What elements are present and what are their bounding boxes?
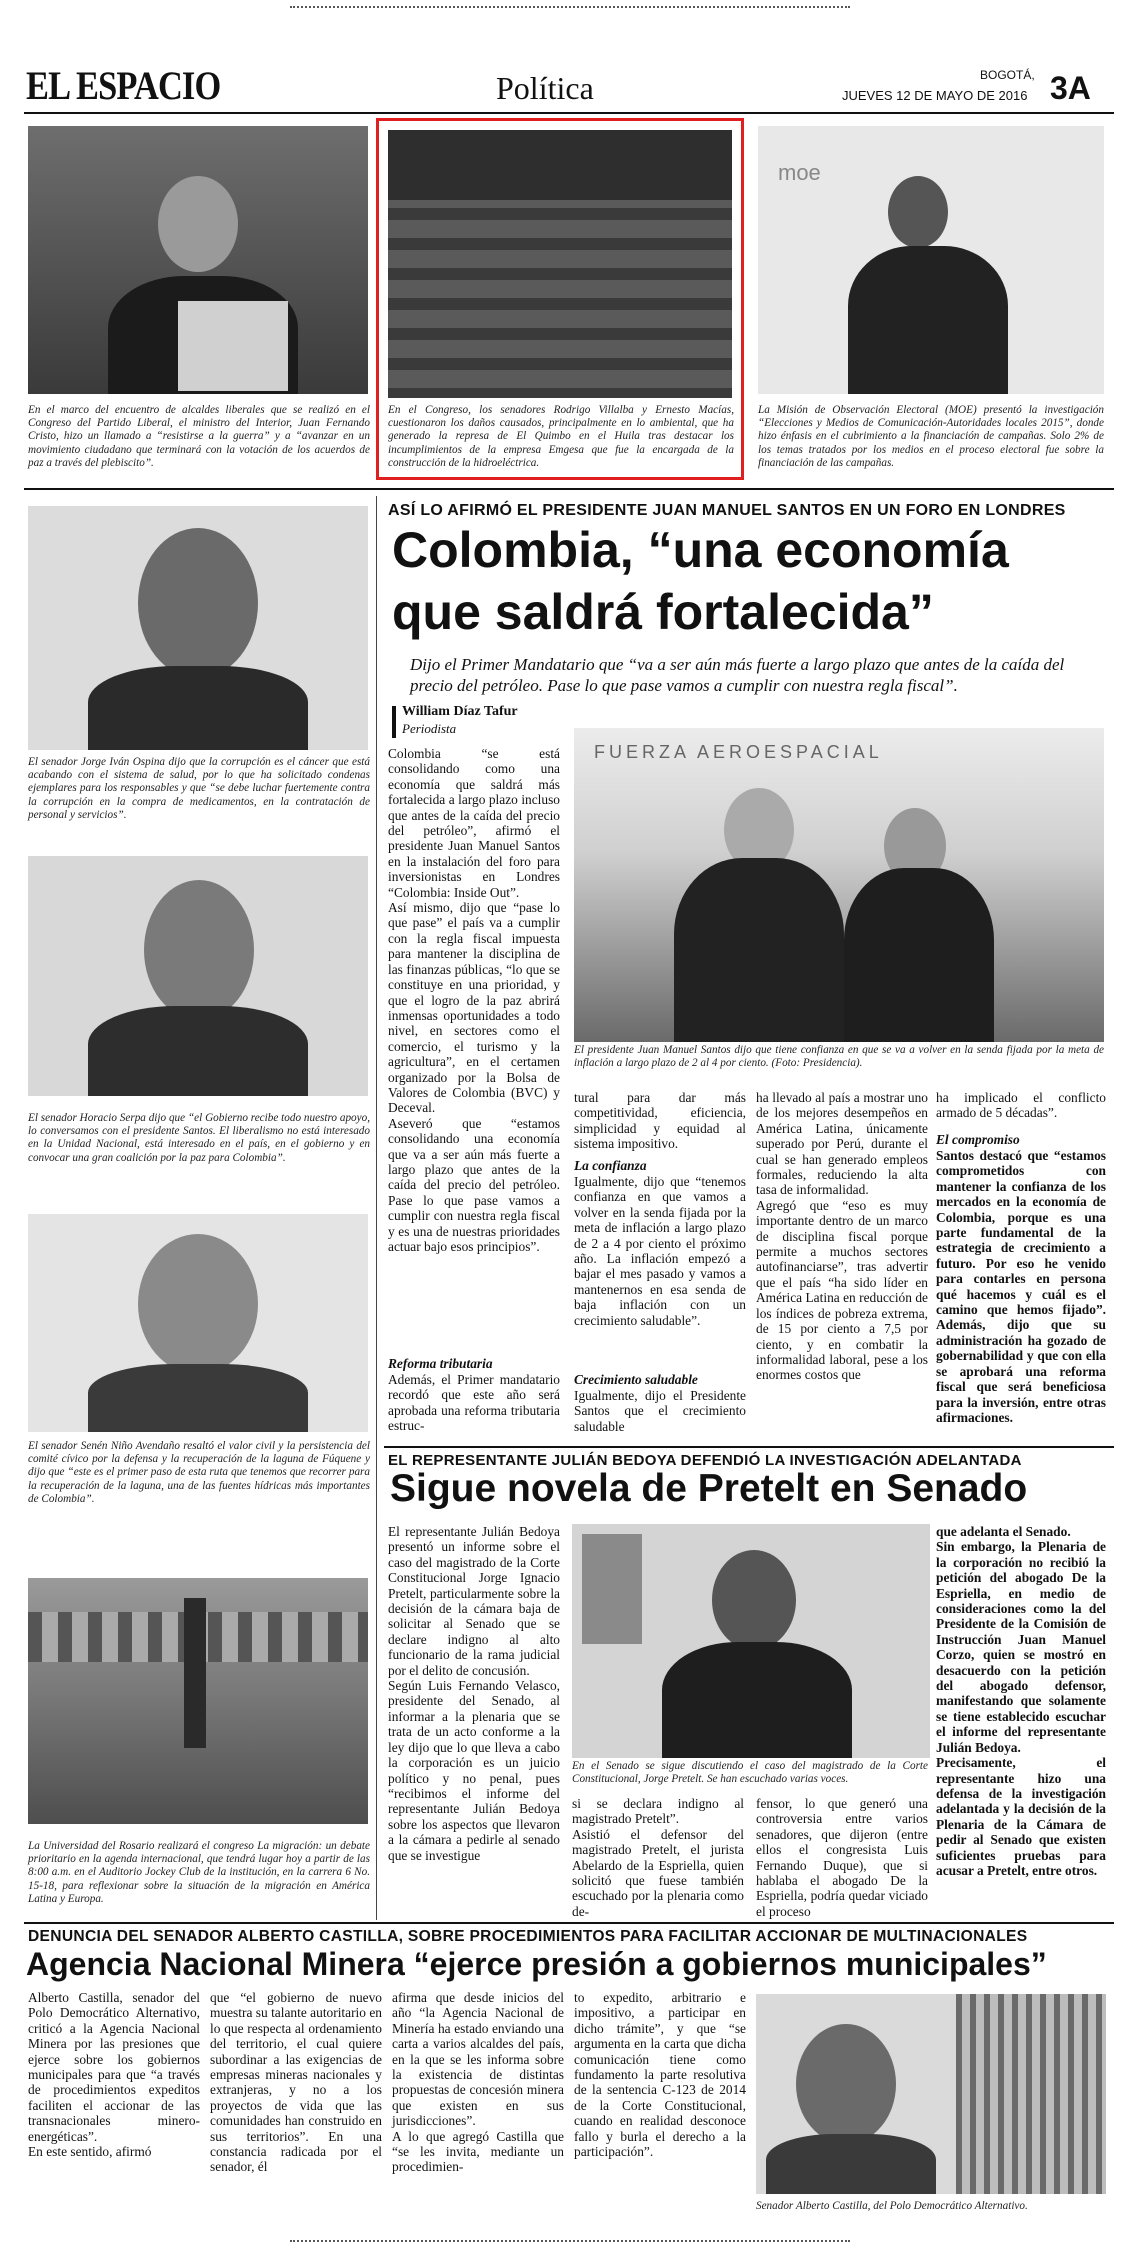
- lead-col4b: Santos destacó que “estamos comprometidos con mantener la confianza de los mercados en la economía de Colombia, porque es una parte fundamental de la estrategia de crecimiento a futuro. Por eso he venido para contarles en persona qué hacemos y cuál es el camino que hemos fijado”. Además, dijo que su administración ha gozado de gobernabilidad y que con ella se aprobará una reforma fiscal que será beneficiosa para la inversión, entre otras afirmaciones.: [936, 1148, 1106, 1425]
- congress-photo: [388, 130, 732, 398]
- pretelt-col4: que adelanta el Senado. Sin embargo, la Plenaria de la corporación no recibió la petición del abogado De la Espriella, en medio de consideraciones como la del Presidente de la Comisión de Instrucción Juan Manuel Corzo, quien se mostró en desacuerdo con la petición del abogado defensor, manifestando que solamente se tiene establecido escuchar el informe del representante Julián Bedoya. Precisamente, el representante hizo una defensa de la investigación adelantada y la decisión de la Plenaria de la Cámara de pedir al Senado que existen suficientes pruebas para acusar a Pretelt, entre otros.: [936, 1524, 1106, 1878]
- cristo-caption: En el marco del encuentro de alcaldes liberales que se realizó en el Congreso del Partido Liberal, el ministro del Interior, Juan Fernando Cristo, hizo un llamado a “resistirse a la guerra” y a “avanzar en un movimiento ciudadano que terminará con la votación de los acuerdos de paz a través del plebiscito”.: [28, 404, 370, 469]
- moe-logo: moe: [778, 160, 821, 185]
- nino-caption: El senador Senén Niño Avendaño resaltó el valor civil y la persistencia del comité cívico por la defensa y la recuperación de la laguna de Fúquene y dijo que “este es el primer paso de esta ruta que tenemos que recorrer para la recuperación de la laguna, una de las fuentes hídricas más importantes de Colombia”.: [28, 1440, 370, 1505]
- castilla-caption: Senador Alberto Castilla, del Polo Democrático Alternativo.: [756, 2200, 1028, 2212]
- lead-deck: Dijo el Primer Mandatario que “va a ser aún más fuerte a largo plazo que antes de la caída del precio del petróleo. Pase lo que pase vamos a cumplir con nuestra regla fiscal”.: [410, 655, 1065, 695]
- pretelt-caption: En el Senado se sigue discutiendo el caso del magistrado de la Corte Constitucional, Jorge Pretelt. Se han escuchado varias voces.: [572, 1760, 928, 1786]
- lead-col2-subhead1: La confianza: [574, 1158, 647, 1173]
- lead-col1b: Además, el Primer mandatario recordó que este año será aprobada una reforma tributaria estruc-: [388, 1372, 560, 1434]
- castilla-col2: que “el gobierno de nuevo muestra su talante autoritario en lo que respecta al ordenamiento del territorio, el cual quiere subordinar a las exigencias de empresas mineras nacionales y extranjeras, y no a los proyectos de vida que las comunidades han construido en sus territorios”. En una constancia radicada por el senador, él: [210, 1990, 382, 2175]
- lead-col4-subhead: El compromiso: [936, 1132, 1020, 1147]
- author-bar: [392, 706, 396, 738]
- lead-author-role: Periodista: [402, 721, 457, 736]
- masthead-date: JUEVES 12 DE MAYO DE 2016: [842, 88, 1028, 103]
- moe-caption: La Misión de Observación Electoral (MOE) presentó la investigación “Elecciones y Medios de Comunicación-Autoridades locales 2015”, donde hizo énfasis en el cubrimiento a la financiación de campañas. Solo 2% de los temas tratados por los medios en el proceso electoral fue sobre la financiación de las campañas.: [758, 404, 1104, 469]
- lead-col1: Colombia “se está consolidando como una economía que saldrá más fortalecida a largo plazo incluso que antes de la caída del precio del petróleo”, afirmó el presidente Juan Manuel Santos en la instalación del foro para inversionistas en Londres “Colombia: Inside Out”. Así mismo, dijo que “pase lo que pase” el país va a cumplir con la regla fiscal impuesta para mantener la disciplina de las finanzas públicas, “lo que se constituye en una prioridad, y que el logro de la paz abrirá inmensas oportunidades a todo nivel, en sectores como el comercio, el turismo y la agricultura”, en el certamen organizado por la Bolsa de Valores de Colombia (BVC) y Deceval. Aseveró que “estamos consolidando una economía que va a ser aún más fuerte a largo plazo que antes de la caída del precio del petróleo. Pase lo que pase vamos a cumplir con nuestra regla fiscal y es una de nuestras prioridades actuar bajo esos principios”.: [388, 746, 560, 1254]
- photo-sign: FUERZA AEROESPACIAL: [594, 742, 883, 762]
- pretelt-col3: fensor, lo que generó una controversia entre varios senadores, que dijeron (entre ellos el congresista Luis Fernando Duque), que si hablaba el abogado De la Espriella, podría quedar viciado el proceso: [756, 1796, 928, 1919]
- lead-col3: ha llevado al país a mostrar uno de los mejores desempeños en América Latina, únicamente superado por Perú, durante el cual se han generado empleos formales, reduciendo la alta tasa de informalidad. Agregó que “eso es muy importante dentro de un marco de disciplina fiscal porque permite a muchos sectores autofinanciarse”, tras advertir que el país “ha sido líder en América Latina en reducción de los índices de pobreza extrema, de 15 por ciento a 7,5 por ciento, y en combatir la informalidad laboral, pese a los enormes costos que: [756, 1090, 928, 1383]
- ospina-caption: El senador Jorge Iván Ospina dijo que la corrupción es el cáncer que está acabando con el sistema de salud, por lo que ha solicitado condenas ejemplares para los responsables y que “se debe luchar fuertemente contra la corrupción en la compra de medicamentos, en la contratación de personal y servicios”.: [28, 756, 370, 821]
- top-scan-edge: [290, 6, 850, 9]
- rosario-photo: [28, 1578, 368, 1824]
- moe-photo: [758, 126, 1104, 394]
- lead-col4a: ha implicado el conflicto armado de 5 décadas”.: [936, 1090, 1106, 1121]
- pretelt-col2: si se declara indigno al magistrado Pretelt”. Asistió el defensor del magistrado Pretelt, el jurista Abelardo de la Espriella, quien solicitó que fuese también escuchado por la plenaria como de-: [572, 1796, 744, 1919]
- santos-photo: [574, 728, 1104, 1042]
- lead-col2b: Igualmente, dijo que “tenemos confianza en que vamos a volver en la senda fijada por la meta de inflación a largo plazo de 2 a 4 por ciento el próximo año. La inflación empezó a bajar el mes pasado y vamos a mantenernos en esa senda de baja inflación con un crecimiento saludable”.: [574, 1174, 746, 1328]
- section-title: Política: [496, 70, 594, 106]
- masthead-rule: [24, 112, 1114, 114]
- lead-headline-line1: Colombia, “una economía: [392, 522, 1009, 578]
- cristo-photo: [28, 126, 368, 394]
- lead-col2c: Igualmente, dijo el Presidente Santos que el crecimiento saludable: [574, 1388, 746, 1434]
- castilla-headline: Agencia Nacional Minera “ejerce presión a gobiernos municipales”: [26, 1946, 1047, 1982]
- lead-headline-line2: que saldrá fortalecida”: [392, 584, 934, 640]
- castilla-col4: to expedito, arbitrario e impositivo, a participar en dicho trámite”, y que “se argumenta en la carta que dicha comunicación tiene como fundamento la parte resolutiva de la sentencia C-123 de 2014 de la Corte Constitucional, cuando en realidad desconoce fallo y burla el derecho a la participación”.: [574, 1990, 746, 2160]
- serpa-caption: El senador Horacio Serpa dijo que “el Gobierno recibe todo nuestro apoyo, lo conversamos con el presidente Santos. El liberalismo no está interesado en la Unidad Nacional, está interesado en el país, en el gobierno y en convocar una gran coalición por la paz para Colombia”.: [28, 1112, 370, 1164]
- lead-kicker: ASÍ LO AFIRMÓ EL PRESIDENTE JUAN MANUEL SANTOS EN UN FORO EN LONDRES: [388, 502, 1066, 519]
- bottom-rule: [24, 1922, 1114, 1924]
- top-row-rule: [24, 488, 1114, 490]
- rosario-caption: La Universidad del Rosario realizará el congreso La migración: un debate prioritario en la agenda internacional, que tendrá lugar hoy a partir de las 8:00 a.m. en el Auditorio Jockey Club de la institución, en la carrera 6 No. 15-18, para reflexionar sobre la situación de la migración en América Latina y Europa.: [28, 1840, 370, 1905]
- pretelt-col1: El representante Julián Bedoya presentó un informe sobre el caso del magistrado de la Corte Constitucional Jorge Ignacio Pretelt, particularmente sobre la decisión de la cámara baja de solicitar al Senado que se declare indigno al alto funcionario de la rama judicial por el delito de concusión. Según Luis Fernando Velasco, presidente del Senado, al informar a la plenaria que se trata de un acto conforme a la ley dijo que lo que lleva a cabo la corporación es un juicio político y no penal, pues “recibimos el informe del representante Julián Bedoya sobre los aspectos que llevaron a la cámara a pedirle al senado que se investigue: [388, 1524, 560, 1863]
- page-number: 3A: [1050, 70, 1091, 106]
- pretelt-photo: [572, 1524, 930, 1758]
- serpa-photo: [28, 856, 368, 1096]
- castilla-kicker: DENUNCIA DEL SENADOR ALBERTO CASTILLA, SOBRE PROCEDIMIENTOS PARA FACILITAR ACCIONAR DE MULTINACIONALES: [28, 1928, 1028, 1945]
- nino-photo: [28, 1214, 368, 1432]
- pretelt-headline: Sigue novela de Pretelt en Senado: [390, 1467, 1028, 1510]
- congress-caption: En el Congreso, los senadores Rodrigo Villalba y Ernesto Macías, cuestionaron los daños causados, principalmente en lo ambiental, que ha generado la represa de El Quimbo en el Huila tras destacar los incumplimientos de la empresa Emgesa que fue la encargada de la construcción de la hidroeléctrica.: [388, 404, 734, 469]
- sidebar-divider: [376, 496, 377, 1920]
- ospina-photo: [28, 506, 368, 750]
- lead-col2-subhead2: Crecimiento saludable: [574, 1372, 698, 1387]
- masthead-city: BOGOTÁ,: [980, 68, 1035, 82]
- brand-logo: EL ESPACIO: [26, 63, 221, 108]
- pretelt-kicker: EL REPRESENTANTE JULIÁN BEDOYA DEFENDIÓ LA INVESTIGACIÓN ADELANTADA: [388, 1452, 1022, 1469]
- lead-author: William Díaz Tafur: [402, 704, 518, 719]
- castilla-col3: afirma que desde inicios del año “la Agencia Nacional de Minería ha estado enviando una carta a varios alcaldes del país, en la que se les informa sobre la existencia de distintas propuestas de concesión minera que existen en sus jurisdicciones”. A lo que agregó Castilla que “se les invita, mediante un procedimien-: [392, 1990, 564, 2175]
- bottom-scan-edge: [290, 2240, 850, 2243]
- santos-caption: El presidente Juan Manuel Santos dijo que tiene confianza en que se va a volver en la senda fijada por la meta de inflación a largo plazo de 2 al 4 por ciento. (Foto: Presidencia).: [574, 1044, 1104, 1070]
- lead-rule: [384, 1446, 1114, 1448]
- lead-col1-subhead: Reforma tributaria: [388, 1356, 493, 1371]
- castilla-photo: [756, 1994, 1106, 2194]
- castilla-col1: Alberto Castilla, senador del Polo Democrático Alternativo, criticó a la Agencia Nacional Minera por las presiones que ejerce sobre los gobiernos municipales para que “a través de procedimientos expeditos faciliten el accionar de las transnacionales minero-energéticas”. En este sentido, afirmó: [28, 1990, 200, 2160]
- lead-col2a: tural para dar más competitividad, eficiencia, simplicidad y equidad al sistema impositivo.: [574, 1090, 746, 1152]
